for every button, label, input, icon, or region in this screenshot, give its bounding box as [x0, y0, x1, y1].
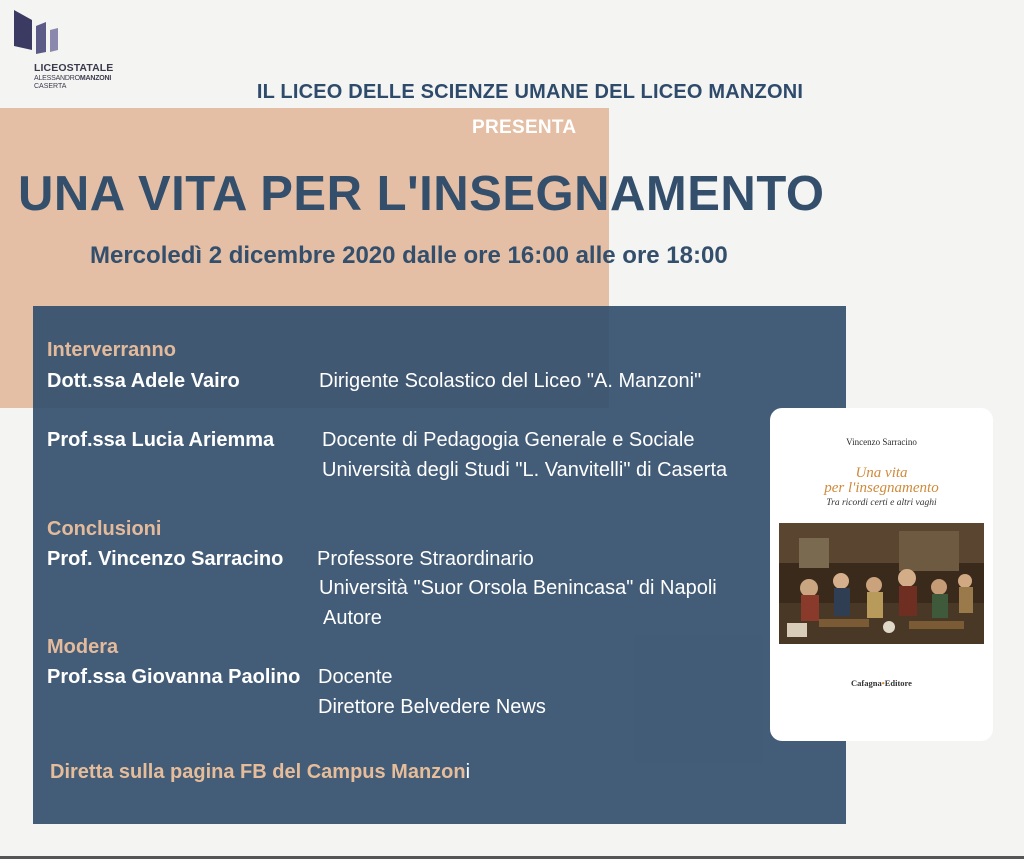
book-cover-card [770, 408, 993, 741]
speaker-role: Docente di Pedagogia Generale e Sociale [322, 429, 695, 451]
logo-manzoni: MANZONI [79, 74, 112, 82]
logo-mark-icon [12, 8, 72, 56]
speaker-role: Dirigente Scolastico del Liceo "A. Manzoni" [319, 370, 702, 392]
header-school: IL LICEO DELLE SCIENZE UMANE DEL LICEO MANZONI [256, 81, 804, 103]
conclusions-role: Autore [323, 607, 382, 629]
book-publisher-b: Editore [884, 678, 912, 688]
moderator-role: Docente [318, 666, 393, 688]
conclusions-role: Università "Suor Orsola Benincasa" di Napoli [319, 577, 717, 599]
book-title-line-2: per l'insegnamento [824, 480, 939, 496]
live-stream-tail: i [465, 761, 471, 783]
conclusions-role: Professore Straordinario [317, 548, 534, 570]
live-stream-main: Diretta sulla pagina FB del Campus Manzon [50, 761, 466, 783]
logo-liceo: LICEO [34, 62, 67, 74]
logo-alessandro: ALESSANDRO [34, 74, 80, 82]
program-panel [33, 306, 846, 824]
event-title: UNA VITA PER L'INSEGNAMENTO [18, 167, 825, 221]
conclusions-name: Prof. Vincenzo Sarracino [47, 548, 284, 570]
conclusions-heading: Conclusioni [47, 518, 162, 540]
school-logo [12, 8, 122, 56]
speaker-role: Università degli Studi "L. Vanvitelli" di Caserta [322, 459, 728, 481]
event-date: Mercoledì 2 dicembre 2020 dalle ore 16:00 alle ore 18:00 [90, 242, 728, 269]
book-subtitle: Tra ricordi certi e altri vaghi [826, 498, 937, 508]
moderator-heading: Modera [47, 636, 119, 658]
book-publisher-dot: • [881, 678, 885, 688]
book-title-line-1: Una vita [855, 465, 908, 481]
speakers-heading: Interverranno [47, 339, 176, 361]
moderator-role: Direttore Belvedere News [318, 696, 546, 718]
logo-line-1 [34, 63, 113, 74]
logo-statale: STATALE [66, 62, 114, 74]
speaker-name: Prof.ssa Lucia Ariemma [47, 429, 275, 451]
book-cover-painting [779, 523, 984, 644]
book-publisher [770, 678, 993, 688]
presenta-label: PRESENTA [472, 117, 577, 138]
live-stream-note [50, 761, 470, 784]
book-publisher-a: Cafagna [851, 678, 882, 688]
moderator-name: Prof.ssa Giovanna Paolino [47, 666, 301, 688]
book-author: Vincenzo Sarracino [846, 437, 917, 447]
logo-line-3: CASERTA [34, 82, 67, 90]
book-title [770, 466, 993, 496]
speaker-name: Dott.ssa Adele Vairo [47, 370, 240, 392]
